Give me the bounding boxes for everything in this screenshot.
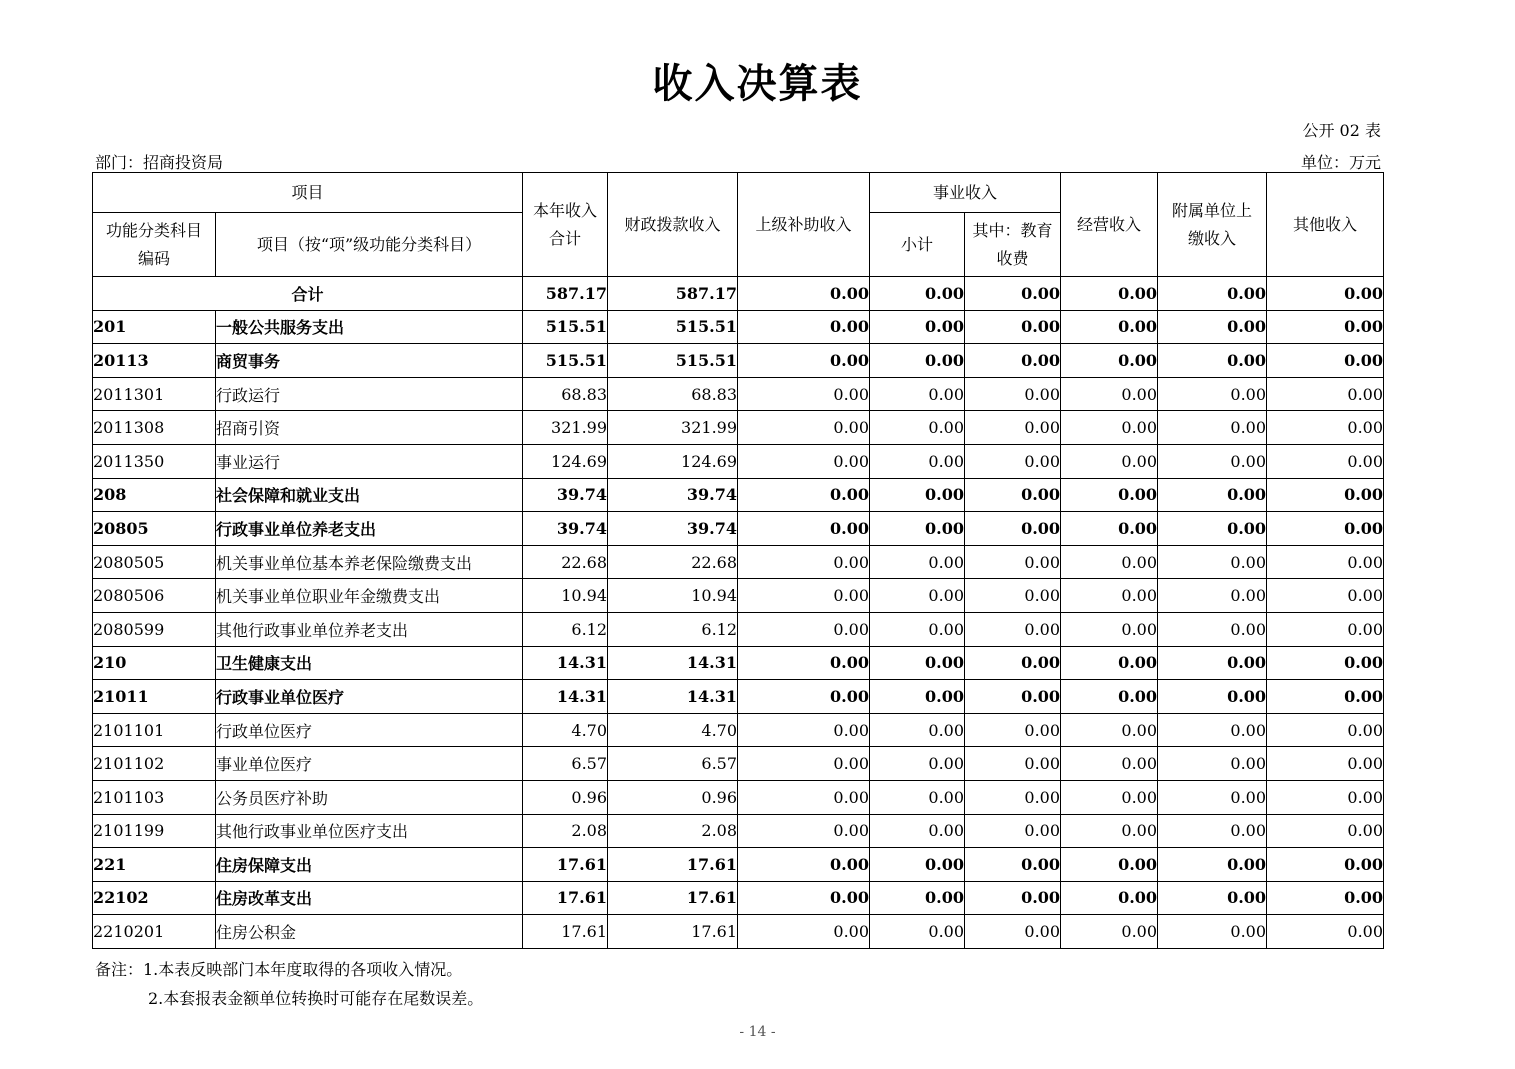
row-value: 39.74 [523, 478, 608, 512]
row-value: 515.51 [523, 344, 608, 378]
row-value: 0.00 [1061, 612, 1158, 646]
row-value: 39.74 [608, 478, 738, 512]
row-value: 0.00 [738, 848, 870, 882]
row-value: 0.00 [738, 310, 870, 344]
row-value: 0.00 [1158, 848, 1267, 882]
row-value: 124.69 [523, 444, 608, 478]
row-value: 0.00 [1267, 848, 1384, 882]
row-value: 0.00 [1061, 478, 1158, 512]
total-row [93, 277, 1384, 311]
row-name: 其他行政事业单位养老支出 [216, 612, 523, 646]
row-value: 0.00 [1061, 915, 1158, 949]
row-value: 0.00 [1267, 411, 1384, 445]
department-label: 部门：招商投资局 [95, 153, 224, 172]
row-value: 0.00 [965, 411, 1061, 445]
row-code: 221 [93, 848, 216, 882]
total-value: 587.17 [608, 277, 738, 311]
row-value: 68.83 [608, 377, 738, 411]
table-row [93, 646, 1384, 680]
total-value: 0.00 [1267, 277, 1384, 311]
row-code: 2011301 [93, 377, 216, 411]
row-value: 0.00 [965, 344, 1061, 378]
row-value: 515.51 [523, 310, 608, 344]
row-value: 6.57 [523, 747, 608, 781]
row-value: 0.00 [870, 512, 965, 546]
row-name: 招商引资 [216, 411, 523, 445]
row-value: 0.00 [1158, 310, 1267, 344]
row-value: 0.00 [870, 579, 965, 613]
row-value: 0.00 [738, 747, 870, 781]
row-value: 0.00 [870, 848, 965, 882]
row-name: 机关事业单位基本养老保险缴费支出 [216, 545, 523, 579]
row-value: 22.68 [608, 545, 738, 579]
row-value: 0.00 [1061, 310, 1158, 344]
row-code: 2210201 [93, 915, 216, 949]
row-value: 2.08 [608, 814, 738, 848]
row-value: 17.61 [523, 848, 608, 882]
row-value: 0.00 [1267, 915, 1384, 949]
table-row [93, 881, 1384, 915]
row-name: 事业单位医疗 [216, 747, 523, 781]
row-value: 0.00 [870, 713, 965, 747]
row-code: 2080505 [93, 545, 216, 579]
table-row [93, 612, 1384, 646]
row-value: 0.00 [870, 411, 965, 445]
row-value: 0.00 [870, 814, 965, 848]
row-value: 0.00 [738, 713, 870, 747]
header-item: 项目 [93, 173, 523, 213]
row-name: 商贸事务 [216, 344, 523, 378]
row-code: 2101101 [93, 713, 216, 747]
row-value: 0.00 [965, 848, 1061, 882]
row-value: 22.68 [523, 545, 608, 579]
row-value: 0.00 [965, 780, 1061, 814]
row-value: 6.12 [523, 612, 608, 646]
row-code: 210 [93, 646, 216, 680]
row-value: 0.00 [1061, 680, 1158, 714]
table-row [93, 512, 1384, 546]
row-value: 0.96 [523, 780, 608, 814]
row-value: 0.00 [1267, 814, 1384, 848]
row-code: 20113 [93, 344, 216, 378]
row-value: 0.00 [1158, 545, 1267, 579]
row-value: 0.00 [1267, 444, 1384, 478]
row-value: 6.12 [608, 612, 738, 646]
row-name: 事业运行 [216, 444, 523, 478]
row-value: 0.00 [1267, 780, 1384, 814]
row-value: 0.00 [870, 444, 965, 478]
row-value: 0.00 [1267, 512, 1384, 546]
table-row [93, 444, 1384, 478]
unit-label: 单位：万元 [1300, 153, 1381, 172]
row-value: 0.96 [608, 780, 738, 814]
total-value: 0.00 [1158, 277, 1267, 311]
row-value: 0.00 [1267, 612, 1384, 646]
row-value: 0.00 [1267, 344, 1384, 378]
page-number: - 14 - [739, 1024, 776, 1040]
row-value: 124.69 [608, 444, 738, 478]
row-value: 0.00 [1061, 780, 1158, 814]
row-value: 0.00 [1061, 579, 1158, 613]
table-row [93, 411, 1384, 445]
row-code: 2011308 [93, 411, 216, 445]
row-name: 行政单位医疗 [216, 713, 523, 747]
table-row [93, 478, 1384, 512]
row-value: 321.99 [523, 411, 608, 445]
row-name: 行政运行 [216, 377, 523, 411]
row-value: 0.00 [1267, 713, 1384, 747]
row-value: 0.00 [1267, 478, 1384, 512]
row-name: 社会保障和就业支出 [216, 478, 523, 512]
table-row [93, 814, 1384, 848]
row-code: 2101102 [93, 747, 216, 781]
header-fiscal: 财政拨款收入 [608, 173, 738, 277]
row-value: 0.00 [870, 780, 965, 814]
row-value: 68.83 [523, 377, 608, 411]
row-value: 0.00 [1158, 680, 1267, 714]
row-value: 0.00 [1061, 512, 1158, 546]
row-value: 0.00 [1061, 377, 1158, 411]
row-code: 201 [93, 310, 216, 344]
row-value: 0.00 [965, 512, 1061, 546]
row-value: 0.00 [738, 814, 870, 848]
row-value: 17.61 [608, 881, 738, 915]
table-row [93, 545, 1384, 579]
row-value: 0.00 [870, 377, 965, 411]
row-value: 14.31 [608, 646, 738, 680]
note-2: 2.本套报表金额单位转换时可能存在尾数误差。 [148, 989, 484, 1008]
row-value: 0.00 [738, 579, 870, 613]
row-value: 0.00 [965, 377, 1061, 411]
row-value: 0.00 [1158, 512, 1267, 546]
row-code: 2101103 [93, 780, 216, 814]
row-value: 0.00 [965, 646, 1061, 680]
row-value: 14.31 [523, 646, 608, 680]
total-value: 0.00 [1061, 277, 1158, 311]
row-value: 0.00 [870, 545, 965, 579]
header-total: 本年收入 合计 [523, 173, 608, 277]
row-value: 0.00 [965, 310, 1061, 344]
row-value: 6.57 [608, 747, 738, 781]
header-affiliated: 附属单位上 缴收入 [1158, 173, 1267, 277]
row-name: 行政事业单位养老支出 [216, 512, 523, 546]
row-value: 0.00 [1267, 579, 1384, 613]
row-code: 2080599 [93, 612, 216, 646]
row-value: 0.00 [1061, 646, 1158, 680]
row-name: 一般公共服务支出 [216, 310, 523, 344]
row-value: 0.00 [1061, 713, 1158, 747]
row-value: 17.61 [523, 881, 608, 915]
row-value: 0.00 [1158, 713, 1267, 747]
row-value: 17.61 [608, 915, 738, 949]
row-value: 0.00 [1061, 411, 1158, 445]
row-value: 0.00 [965, 747, 1061, 781]
row-code: 22102 [93, 881, 216, 915]
total-value: 0.00 [965, 277, 1061, 311]
row-name: 机关事业单位职业年金缴费支出 [216, 579, 523, 613]
row-code: 21011 [93, 680, 216, 714]
total-label: 合计 [93, 277, 523, 311]
row-value: 0.00 [1061, 545, 1158, 579]
row-value: 0.00 [1158, 612, 1267, 646]
form-number: 公开 02 表 [1302, 121, 1381, 140]
row-value: 0.00 [1267, 747, 1384, 781]
row-value: 0.00 [1158, 646, 1267, 680]
row-value: 0.00 [1158, 579, 1267, 613]
row-value: 0.00 [738, 915, 870, 949]
row-value: 0.00 [1158, 411, 1267, 445]
row-value: 0.00 [965, 680, 1061, 714]
row-value: 0.00 [1158, 377, 1267, 411]
table-row [93, 848, 1384, 882]
row-value: 0.00 [870, 310, 965, 344]
row-value: 0.00 [1267, 377, 1384, 411]
row-value: 515.51 [608, 310, 738, 344]
row-value: 0.00 [965, 478, 1061, 512]
row-name: 其他行政事业单位医疗支出 [216, 814, 523, 848]
total-value: 0.00 [738, 277, 870, 311]
row-value: 0.00 [1267, 545, 1384, 579]
row-value: 0.00 [1267, 680, 1384, 714]
row-code: 2080506 [93, 579, 216, 613]
row-value: 0.00 [738, 344, 870, 378]
row-value: 0.00 [1158, 747, 1267, 781]
row-name: 住房公积金 [216, 915, 523, 949]
table-row [93, 310, 1384, 344]
row-value: 0.00 [738, 646, 870, 680]
row-code: 208 [93, 478, 216, 512]
table-row [93, 780, 1384, 814]
total-value: 587.17 [523, 277, 608, 311]
row-value: 14.31 [523, 680, 608, 714]
row-value: 0.00 [738, 780, 870, 814]
row-value: 0.00 [1267, 646, 1384, 680]
total-value: 0.00 [870, 277, 965, 311]
row-value: 0.00 [738, 512, 870, 546]
row-value: 0.00 [1267, 310, 1384, 344]
table-body [93, 277, 1384, 949]
row-code: 20805 [93, 512, 216, 546]
row-value: 0.00 [1158, 881, 1267, 915]
row-value: 0.00 [965, 814, 1061, 848]
header-edu: 其中：教育 收费 [965, 213, 1061, 277]
row-value: 0.00 [1158, 444, 1267, 478]
table-row [93, 344, 1384, 378]
row-name: 行政事业单位医疗 [216, 680, 523, 714]
row-code: 2101199 [93, 814, 216, 848]
row-value: 0.00 [1061, 344, 1158, 378]
row-value: 0.00 [965, 612, 1061, 646]
row-value: 0.00 [965, 881, 1061, 915]
row-value: 0.00 [1158, 478, 1267, 512]
row-value: 17.61 [608, 848, 738, 882]
row-value: 4.70 [523, 713, 608, 747]
row-value: 0.00 [870, 612, 965, 646]
row-name: 卫生健康支出 [216, 646, 523, 680]
row-value: 10.94 [523, 579, 608, 613]
header-item-name: 项目（按“项”级功能分类科目） [216, 213, 523, 277]
row-value: 0.00 [1061, 881, 1158, 915]
header-func-code: 功能分类科目 编码 [93, 213, 216, 277]
row-value: 14.31 [608, 680, 738, 714]
row-value: 0.00 [870, 881, 965, 915]
row-value: 0.00 [1158, 915, 1267, 949]
row-value: 0.00 [870, 344, 965, 378]
row-value: 0.00 [870, 646, 965, 680]
table-row [93, 377, 1384, 411]
row-value: 0.00 [965, 713, 1061, 747]
page-title: 收入决算表 [652, 61, 863, 107]
row-value: 0.00 [870, 747, 965, 781]
row-value: 2.08 [523, 814, 608, 848]
header-other: 其他收入 [1267, 173, 1384, 277]
row-value: 0.00 [738, 444, 870, 478]
row-value: 321.99 [608, 411, 738, 445]
row-value: 39.74 [608, 512, 738, 546]
row-value: 39.74 [523, 512, 608, 546]
row-name: 住房保障支出 [216, 848, 523, 882]
row-value: 0.00 [738, 478, 870, 512]
row-value: 0.00 [738, 411, 870, 445]
row-value: 0.00 [1061, 814, 1158, 848]
row-value: 0.00 [870, 680, 965, 714]
row-value: 0.00 [738, 881, 870, 915]
row-value: 0.00 [870, 915, 965, 949]
row-code: 2011350 [93, 444, 216, 478]
note-1: 备注：1.本表反映部门本年度取得的各项收入情况。 [95, 960, 463, 979]
row-value: 0.00 [965, 545, 1061, 579]
income-table [92, 172, 1384, 949]
row-value: 0.00 [1061, 848, 1158, 882]
table-row [93, 747, 1384, 781]
row-value: 0.00 [1158, 344, 1267, 378]
row-value: 0.00 [1267, 881, 1384, 915]
row-value: 0.00 [965, 444, 1061, 478]
header-operating: 经营收入 [1061, 173, 1158, 277]
row-value: 0.00 [738, 377, 870, 411]
table-row [93, 713, 1384, 747]
row-value: 0.00 [965, 915, 1061, 949]
row-value: 0.00 [1061, 444, 1158, 478]
row-value: 0.00 [738, 680, 870, 714]
header-business-income: 事业收入 [870, 173, 1061, 213]
row-value: 0.00 [1158, 814, 1267, 848]
header-subtotal: 小计 [870, 213, 965, 277]
row-value: 0.00 [738, 545, 870, 579]
table-row [93, 579, 1384, 613]
header-superior: 上级补助收入 [738, 173, 870, 277]
row-value: 0.00 [965, 579, 1061, 613]
table-row [93, 915, 1384, 949]
row-name: 住房改革支出 [216, 881, 523, 915]
row-value: 0.00 [870, 478, 965, 512]
row-value: 0.00 [1061, 747, 1158, 781]
row-value: 4.70 [608, 713, 738, 747]
row-value: 10.94 [608, 579, 738, 613]
row-value: 17.61 [523, 915, 608, 949]
row-name: 公务员医疗补助 [216, 780, 523, 814]
row-value: 0.00 [1158, 780, 1267, 814]
row-value: 0.00 [738, 612, 870, 646]
table-row [93, 680, 1384, 714]
row-value: 515.51 [608, 344, 738, 378]
